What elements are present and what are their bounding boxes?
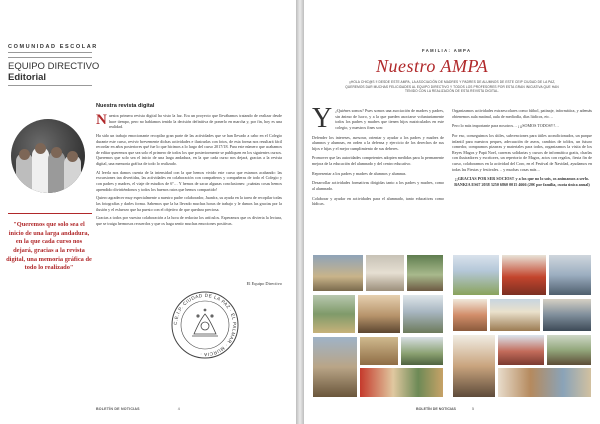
paragraph: Ha sido un trabajo emocionante recopilar gran parte de las actividades que se han llevado a cabo en el Colegio durante este curso, revivir brevemente dichas actividades e ilustrarlas con fotos, de esta forma nos resultará fácil recordar en años posteriores qué fue lo que hicimos a lo largo del curso 2017/18. Para este número que acabamos de editar queremos que sea solo el primero de todos los que posteriormente se publiquen en los siguientes cursos. Queremos que solo sea el inicio de una larga andadura, en la que cada curso nos dejará, gracias a la revista digital, una memoria gráfica de todo lo realizado. [96,132,282,167]
footer-label: BOLETÍN DE NOTICIAS [416,407,456,411]
staff-photo [11,119,85,193]
paragraph: Promover que las autoridades competentes adopten medidas para la permanente mejora de la educación del alumnado y del centro educativo. [312,155,444,167]
dropcap: Y [312,103,333,134]
photo [406,254,444,292]
photo [489,298,541,332]
paragraph: Por eso, conseguimos los útiles, subvenciones para útiles acondicionados, un parque infantil para nuestros peques, adecuación de aseos, cambios de toldos, un futuro comedor, compramos pizarras y materiales para todos, organizamos la visita de los Reyes Magos y Papá Noel, carreras solidarias y cursos de informática gratis, charlas con ilustradores y escritores, un repertorio de Magos, actos con regalos, fiesta fin de curso, colaboramos en la actividad del Coro, en el Festival de Navidad, ayudamos en todas las Fiestas y festivales… y muchas cosas más… [452,132,592,172]
article-column-1 [312,103,444,211]
page-footer [96,407,180,411]
paragraph: Gracias a todos por vuestra colaboración a la hora de redactar los artículos. Esperamos que os divierta la lectura, que se traiga hermosos recuerdos y que os haga sentir muchas emociones positivas. [96,215,282,226]
photo [497,334,545,366]
book-spine [296,0,304,424]
page-number: 5 [471,407,474,411]
paragraph: uestra primera revista digital ha visto la luz. Era un proyecto que llevábamos tratando de realizar desde hace tiempo, pero no habíamos tenido la decisión definitiva de ponerlo en marcha y, por fin, hoy es una realidad. [108,113,282,130]
photo [312,336,358,398]
signature: El Equipo Directivo [246,281,282,286]
page-number: 4 [177,407,180,411]
dropcap: N [96,112,107,128]
section-heading: Editorial [8,72,47,83]
paragraph: Representar a los padres y madres de alumnos y alumnas. [312,170,407,176]
page-footer [416,407,474,411]
section-tag: COMUNIDAD ESCOLAR [8,44,98,50]
photo [501,254,547,296]
paragraph: Al leerla nos damos cuenta de la intensidad con la que hemos vivido este curso que estamos acabando: las excursiones tan divertidas, las actividades en colaboración con compañeros y compañeras de todo el Colegio y con padres y madres, el viaje de estudios de 6º… Y hemos de sacar algunas conclusiones: ¡cuántas cosas hemos aprendido divirtiéndonos y todos los buenos ratos que hemos compartido! [96,169,282,192]
divider [8,213,92,214]
department-name: EQUIPO DIRECTIVO [8,61,100,72]
article-body [96,113,282,230]
article-title: Nuestra revista digital [96,103,155,109]
svg-text:C.E.I.P. CIUDAD DE LA PAZ · EL: C.E.I.P. CIUDAD DE LA PAZ · EL PALMAR · MURCIA · [172,292,238,358]
paragraph: Desarrollar actividades formativas dirigidas tanto a los padres y madres, como al alumnado. [312,180,444,192]
pull-quote: "Queremos que solo sea el inicio de una larga andadura, en la que cada curso nos dejará, gracias a la revista digital, una memoria gráfica de todo lo realizado" [6,221,92,272]
photo [546,334,592,366]
right-page [304,0,600,424]
left-page [0,0,296,424]
paragraph: Organizamos actividades extraescolares como fútbol, patinaje, informática, y además obtenemos aula matinal, aula de mediodía, días lúdicos, etc… [452,108,592,119]
school-seal-logo [170,290,240,360]
photo [312,254,364,292]
photo [312,294,356,334]
paragraph: Colaborar y ayudar en actividades para el alumnado, tanto educativas como lúdicas. [312,195,444,207]
page-title: Nuestro AMPA [376,56,489,76]
footer-label: BOLETÍN DE NOTICIAS [96,407,140,411]
photo [359,336,399,366]
photo [542,298,592,332]
photo [497,367,592,398]
membership-callout: ¡¡GRACIAS POR SER SOCIOS!! y a los que no lo sois, os animamos a serlo. BANKIA ES67 2038 3250 6860 0015 4666 (20€ por familia, cuota única anual) [454,176,590,188]
divider [8,52,92,53]
divider [8,85,92,86]
photo [402,294,444,334]
paragraph: ¿Quiénes somos? Pues somos una asociación de madres y padres, sin ánimo de lucro, y a la que pueden asociarse voluntariamente todos los padres y madres que tienen hijos matriculados en este colegio, y nuestros fines son: [335,108,444,130]
intro-text: ¡¡HOLA CHIC@S !! DESDE ESTE AMPA, LA ASOCIACIÓN DE MADRES Y PADRES DE ALUMNOS DE ESTE CEIP CIUDAD DE LA PAZ, QUEREMOS DAR MUCHAS FELICIDADES AL EQUIPO DIRECTIVO Y TODOS LOS PROFESORES POR ESTA GRAN INICIATIVA QUE HAN TENIDO CON LA REALIZACIÓN DE ESTA REVISTA DIGITAL. [345,80,559,94]
photo [400,336,444,366]
photo [452,254,500,296]
article-column-2 [452,108,592,192]
photo [359,367,444,398]
paragraph: Defender los intereses, asesorar, orientar y ayudar a los padres y madres de alumnos y alumnas, en orden a la defensa y ejercicio de los derechos de sus hijos e hijas y el mejor cumplimiento de sus deberes. [312,134,444,151]
photo [452,334,496,398]
photo-collage [312,254,592,400]
divider [8,57,92,58]
section-tag: FAMILIA: AMPA [422,48,472,53]
photo [357,294,401,334]
photo [548,254,592,296]
photo [452,298,488,332]
paragraph: Quiero agradecer muy especialmente a nuestro padre colaborador, Juanfra, su ayuda en la tarea de recopilar todas las fotografías y darles forma. Sabemos que la ha llevado muchas horas de trabajo y le damos las gracias por la ilusión y el esfuerzo que ha puesto con el objetivo de que quedara preciosa. [96,195,282,212]
paragraph: Pero lo más importante para nosotros… ¡¡¡SOMOS TODOS!!!… [452,123,560,129]
photo [365,254,405,292]
